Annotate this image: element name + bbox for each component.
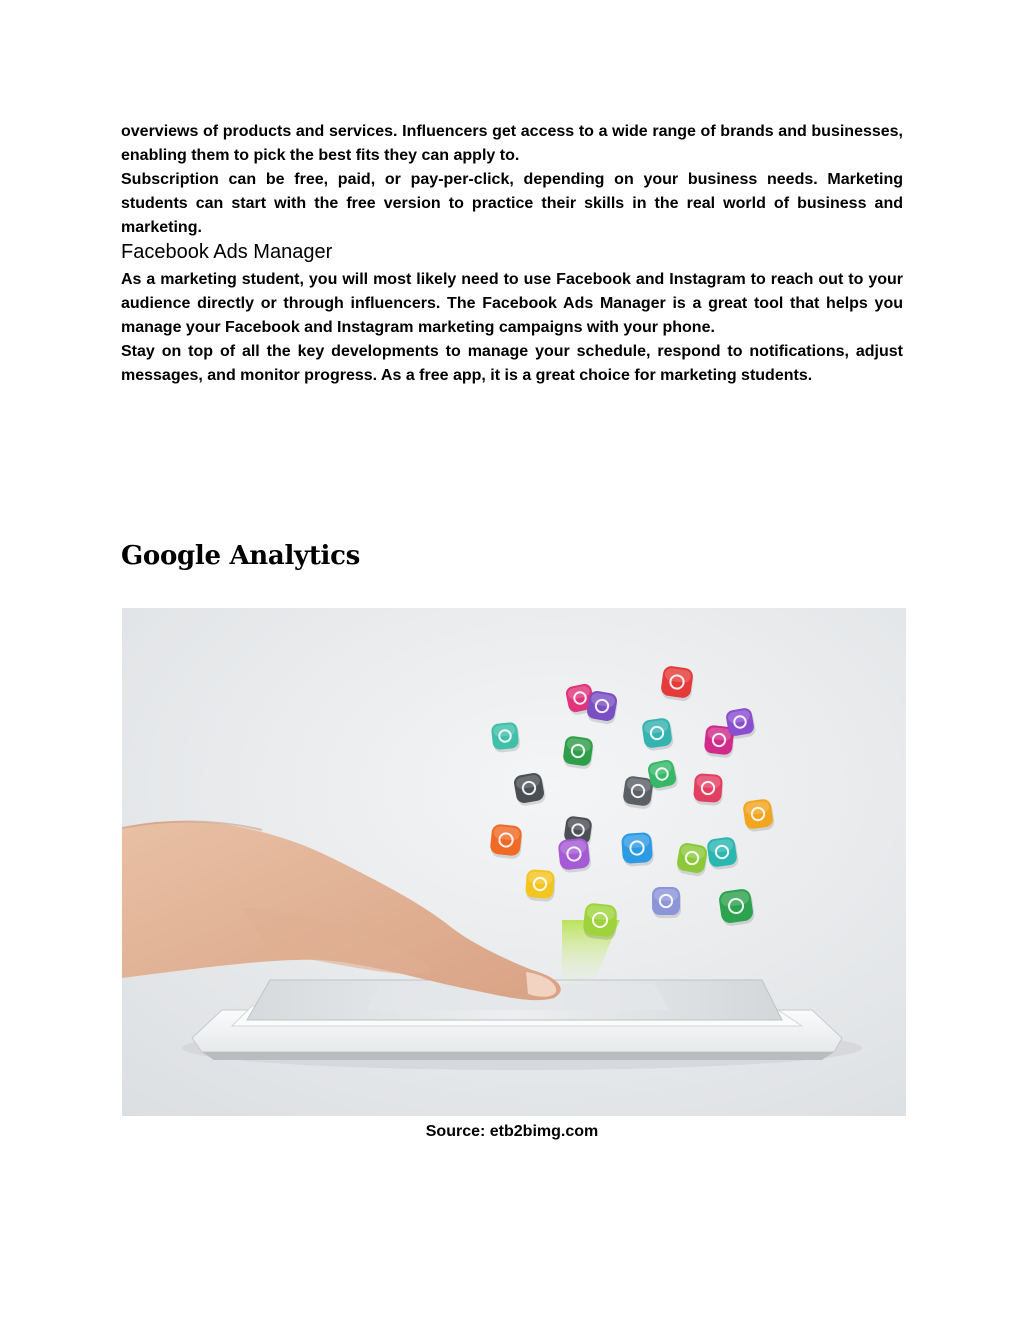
map-pin-app-icon: [693, 773, 724, 806]
globe-app-icon: [652, 887, 681, 918]
heading-facebook-ads-manager: Facebook Ads Manager: [121, 241, 333, 263]
heading-google-analytics: Google Analytics: [121, 541, 361, 571]
image-caption: Source: etb2bimg.com: [425, 1123, 599, 1140]
paragraph-facebook-ads-intro: As a marketing student, you will most likely need to use Facebook and Instagram to reach out to your audience directly or through influencers. The Facebook Ads Manager is a great tool that helps you manage your Facebook and Instagram marketing campaigns with your phone.: [121, 271, 903, 336]
camera-app-icon: [525, 869, 556, 902]
leaf-app-icon: [675, 842, 709, 878]
lock-app-icon: [660, 665, 695, 702]
paragraph-subscription: Subscription can be free, paid, or pay-per-click, depending on your business needs. Marketing students can start with the free version to practice their skills in the real world of business and marketing.: [121, 171, 903, 236]
grid-app-icon: [558, 837, 592, 873]
location-pin-app-icon: [491, 722, 521, 754]
info-app-icon: [585, 690, 619, 726]
chat-app-icon: [582, 902, 618, 940]
settings-app-icon: [622, 775, 655, 810]
cloud-app-icon: [621, 832, 654, 867]
document-body: [121, 120, 903, 571]
alarm-clock-app-icon: [489, 824, 523, 860]
bar-chart-app-icon: [562, 735, 595, 770]
paragraph-influencer-platforms: overviews of products and services. Influencers get access to a wide range of brands and businesses, enabling them to pick the best fits they can apply to.: [121, 123, 903, 164]
tablet-apps-photo: [122, 608, 906, 1116]
paragraph-facebook-ads-features: Stay on top of all the key developments to manage your schedule, respond to notifications, adjust messages, and monitor progress. As a free app, it is a great choice for marketing students.: [121, 343, 903, 384]
